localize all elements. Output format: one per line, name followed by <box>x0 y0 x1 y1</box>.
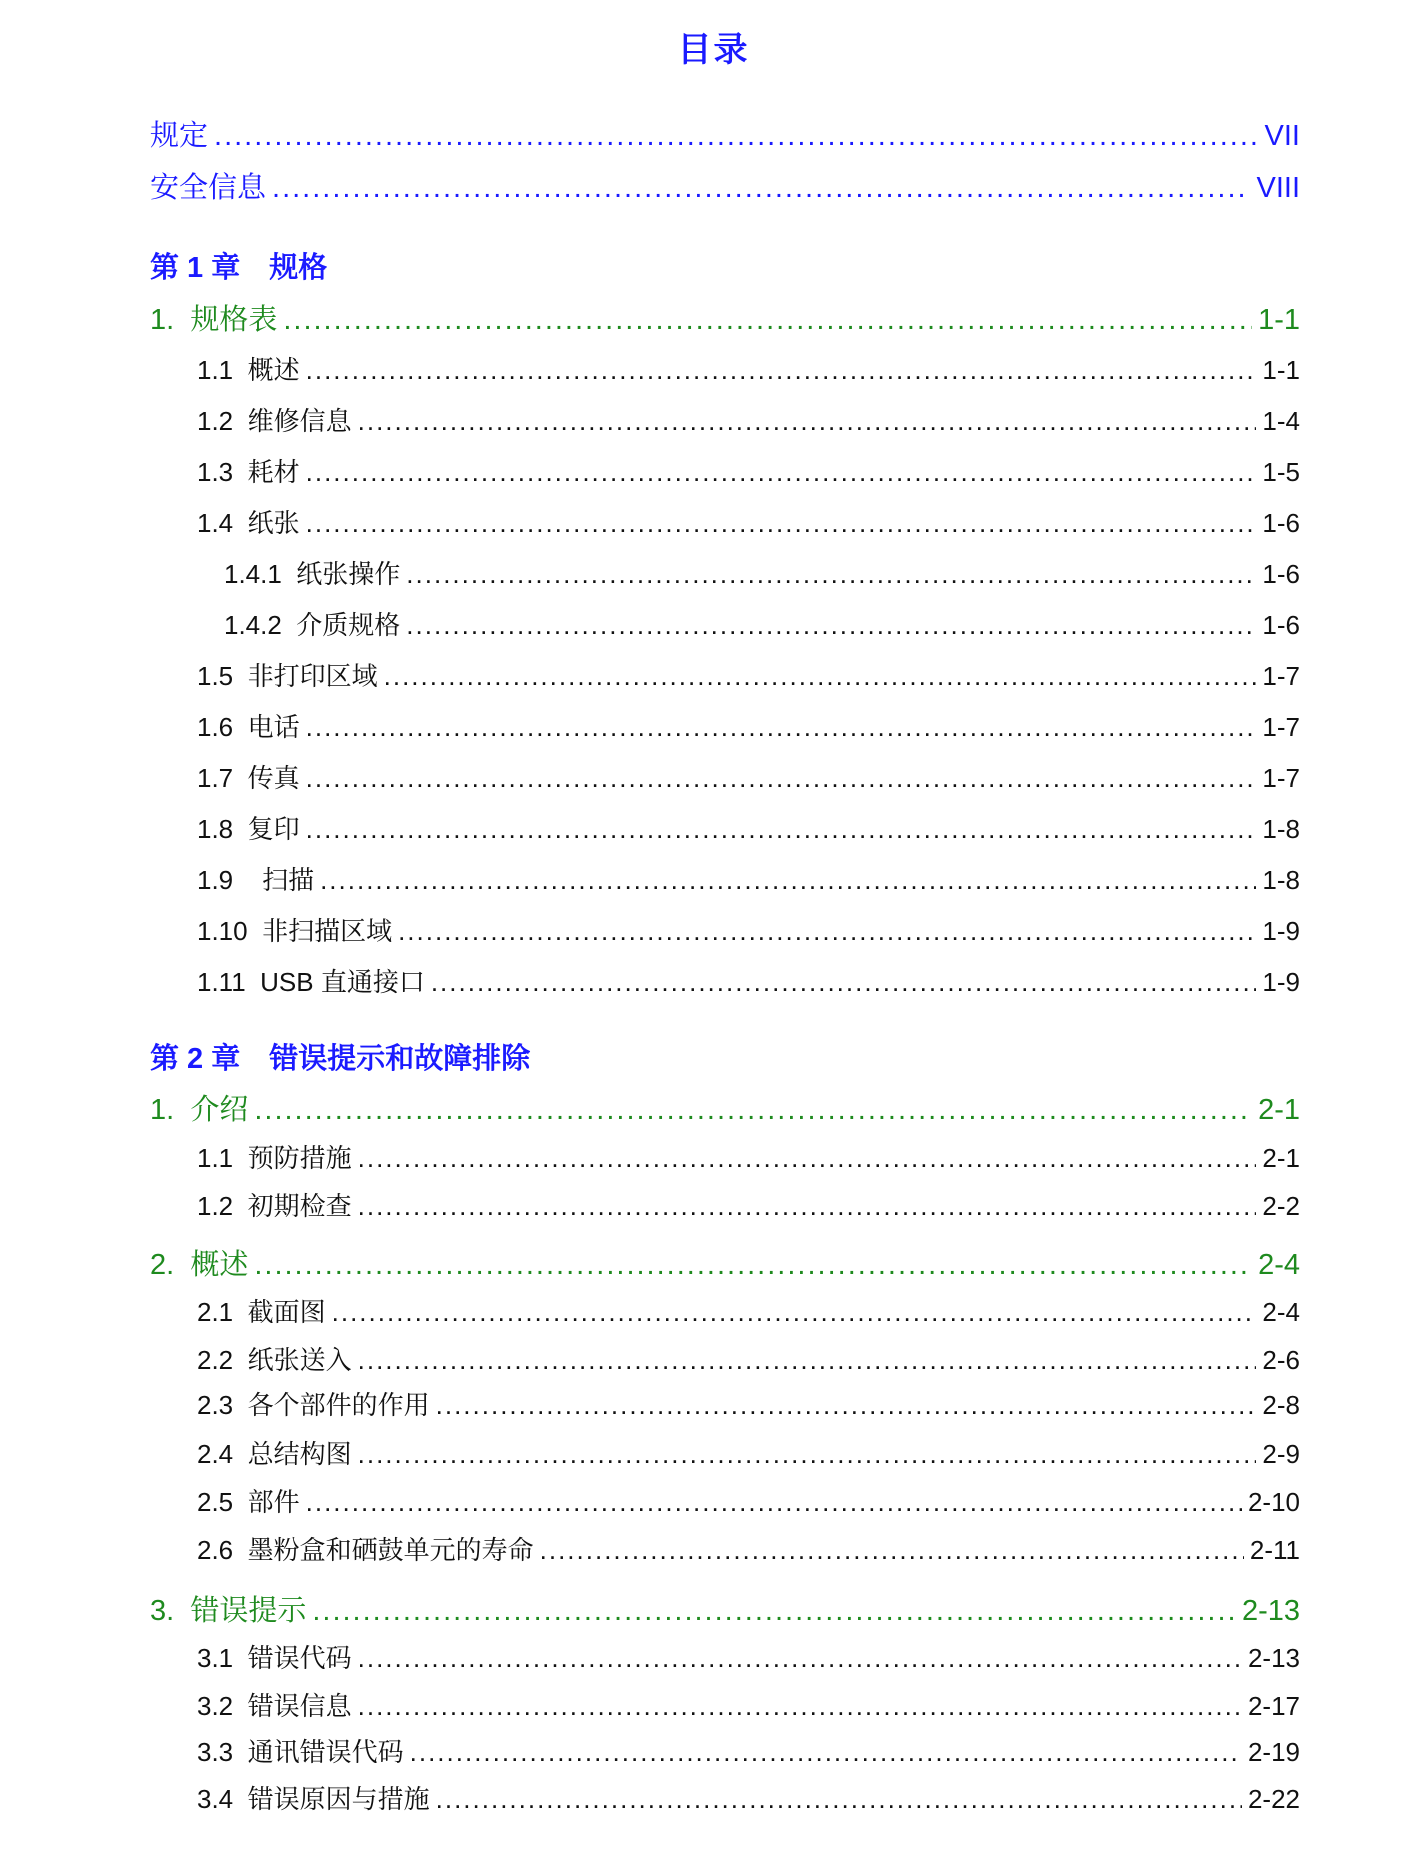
toc-entry-label: 介质规格 <box>296 610 401 640</box>
toc-entry-label: 通讯错误代码 <box>247 1737 404 1767</box>
toc-entry-label: 纸张送入 <box>247 1345 352 1375</box>
dot-leader <box>306 355 1257 386</box>
dot-leader <box>358 406 1257 437</box>
toc-entry-page: VII <box>1264 120 1300 152</box>
toc-entry[interactable] <box>197 656 1300 693</box>
toc-entry[interactable] <box>197 401 1300 438</box>
toc-entry-number: 2. <box>150 1249 175 1281</box>
dot-leader <box>254 1094 1252 1127</box>
toc-entry[interactable] <box>197 758 1300 795</box>
toc-entry-number: 1.3 <box>197 457 234 487</box>
toc-entry-label: 各个部件的作用 <box>247 1390 430 1420</box>
toc-entry-number: 1.8 <box>197 814 234 844</box>
dot-leader <box>306 763 1257 794</box>
toc-entry-page: VIII <box>1256 172 1300 204</box>
toc-entry[interactable] <box>197 503 1300 540</box>
page-title: 目录 <box>677 31 750 69</box>
toc-entry-number: 2.1 <box>197 1297 234 1327</box>
toc-entry-page: 2-10 <box>1247 1487 1300 1517</box>
toc-entry-page: 2-11 <box>1249 1535 1300 1565</box>
toc-entry-label: 截面图 <box>247 1297 326 1327</box>
toc-entry-number: 2.4 <box>197 1439 234 1469</box>
toc-entry[interactable] <box>150 297 1300 338</box>
dot-leader <box>306 712 1257 743</box>
toc-entry[interactable] <box>197 1482 1300 1519</box>
toc-entry-label: 耗材 <box>247 457 300 487</box>
toc-entry-label: 错误信息 <box>247 1691 352 1721</box>
toc-entry-number: 1.4.1 <box>224 559 282 589</box>
dot-leader <box>332 1297 1257 1328</box>
toc-entry-number: 1.2 <box>197 1191 234 1221</box>
toc-entry-page: 2-13 <box>1241 1595 1300 1627</box>
toc-entry[interactable] <box>197 860 1300 897</box>
toc-entry[interactable] <box>197 1385 1300 1422</box>
toc-entry[interactable] <box>150 1242 1300 1283</box>
toc-entry-page: 1-8 <box>1262 865 1300 895</box>
dot-leader <box>320 865 1256 896</box>
toc-entry[interactable] <box>197 1340 1300 1377</box>
toc-entry-page: 2-1 <box>1262 1143 1300 1173</box>
toc-entry-number: 1.2 <box>197 406 234 436</box>
toc-entry-number: 1.1 <box>197 1143 234 1173</box>
toc-entry-page: 1-7 <box>1262 763 1300 793</box>
toc-entry-page: 1-9 <box>1262 967 1300 997</box>
toc-entry[interactable] <box>197 911 1300 948</box>
dot-leader <box>358 1691 1242 1722</box>
dot-leader <box>358 1439 1257 1470</box>
dot-leader <box>398 916 1256 947</box>
toc-entry-label: 复印 <box>247 814 300 844</box>
dot-leader <box>272 172 1250 205</box>
toc-entry[interactable] <box>197 962 1300 999</box>
toc-entry-label: 非打印区域 <box>247 661 378 691</box>
toc-entry-number: 1.7 <box>197 763 234 793</box>
toc-entry-number: 1.4 <box>197 508 234 538</box>
toc-entry[interactable] <box>197 707 1300 744</box>
toc-entry-number: 1.9 <box>197 865 234 895</box>
dot-leader <box>406 610 1256 641</box>
toc-entry-number: 1. <box>150 304 175 336</box>
toc-entry-label: 传真 <box>247 763 300 793</box>
toc-entry[interactable] <box>197 1732 1300 1769</box>
toc-entry[interactable] <box>197 1779 1300 1816</box>
toc-entry-label: 总结构图 <box>247 1439 352 1469</box>
toc-entry-page: 1-9 <box>1262 916 1300 946</box>
toc-entry-label: 概述 <box>190 1249 249 1281</box>
toc-entry[interactable] <box>197 452 1300 489</box>
chapter-1-heading[interactable]: 第 1 章 规格 <box>150 252 328 284</box>
toc-entry-label: 纸张操作 <box>296 559 401 589</box>
toc-entry[interactable] <box>150 1588 1300 1629</box>
toc-entry-label: 错误提示 <box>190 1595 307 1627</box>
toc-entry-page: 2-19 <box>1247 1737 1300 1767</box>
dot-leader <box>312 1595 1236 1628</box>
toc-entry[interactable] <box>224 554 1300 591</box>
chapter-2-heading[interactable]: 第 2 章 错误提示和故障排除 <box>150 1043 531 1075</box>
toc-entry-page: 1-6 <box>1262 559 1300 589</box>
toc-entry-page: 1-6 <box>1262 508 1300 538</box>
toc-entry-label: 安全信息 <box>150 172 267 204</box>
toc-entry-label: 纸张 <box>247 508 300 538</box>
dot-leader <box>306 508 1257 539</box>
toc-entry-page: 2-8 <box>1262 1390 1300 1420</box>
toc-entry-label: 错误原因与措施 <box>247 1784 430 1814</box>
toc-entry-number: 2.5 <box>197 1487 234 1517</box>
toc-entry[interactable] <box>197 1638 1300 1675</box>
dot-leader <box>410 1737 1242 1768</box>
toc-entry-number: 2.6 <box>197 1535 234 1565</box>
dot-leader <box>431 967 1257 998</box>
toc-entry-page: 2-1 <box>1258 1094 1300 1126</box>
toc-entry-label: 非扫描区域 <box>262 916 393 946</box>
toc-entry[interactable] <box>224 605 1300 642</box>
toc-entry-page: 2-6 <box>1262 1345 1300 1375</box>
toc-entry-number: 1.5 <box>197 661 234 691</box>
toc-entry-label: 墨粉盒和硒鼓单元的寿命 <box>247 1535 534 1565</box>
dot-leader <box>358 1345 1257 1376</box>
toc-entry-label: 部件 <box>247 1487 300 1517</box>
toc-entry-page: 1-1 <box>1258 304 1300 336</box>
toc-entry-number: 1.1 <box>197 355 234 385</box>
toc-entry-page: 1-6 <box>1262 610 1300 640</box>
toc-entry-label: 错误代码 <box>247 1643 352 1673</box>
toc-entry-page: 2-4 <box>1262 1297 1300 1327</box>
toc-entry-label: 预防措施 <box>247 1143 352 1173</box>
toc-entry-page: 2-2 <box>1262 1191 1300 1221</box>
toc-entry-number: 1.11 <box>197 967 246 997</box>
dot-leader <box>358 1143 1257 1174</box>
toc-entry-number: 1.4.2 <box>224 610 282 640</box>
dot-leader <box>306 814 1257 845</box>
toc-entry-page: 1-1 <box>1262 355 1300 385</box>
toc-entry[interactable] <box>197 1686 1300 1723</box>
toc-entry[interactable] <box>197 1186 1300 1223</box>
dot-leader <box>358 1643 1242 1674</box>
toc-entry-page: 2-4 <box>1258 1249 1300 1281</box>
toc-entry[interactable] <box>197 1138 1300 1175</box>
toc-entry-label: 规定 <box>150 120 209 152</box>
toc-entry[interactable] <box>197 809 1300 846</box>
toc-entry-safety[interactable] <box>150 165 1300 206</box>
toc-entry[interactable] <box>197 1530 1300 1567</box>
toc-entry-page: 1-4 <box>1262 406 1300 436</box>
toc-entry-number: 3.4 <box>197 1784 234 1814</box>
toc-entry-number: 3.1 <box>197 1643 234 1673</box>
toc-entry-label: 概述 <box>247 355 300 385</box>
toc-entry-number: 3.3 <box>197 1737 234 1767</box>
dot-leader <box>384 661 1257 692</box>
toc-entry[interactable] <box>150 1087 1300 1128</box>
toc-entry-page: 1-7 <box>1262 712 1300 742</box>
toc-entry[interactable] <box>197 350 1300 387</box>
toc-entry-page: 1-7 <box>1262 661 1300 691</box>
toc-entry[interactable] <box>197 1292 1300 1329</box>
toc-entry-label: USB 直通接口 <box>260 967 425 997</box>
dot-leader <box>436 1784 1242 1815</box>
toc-entry-page: 2-17 <box>1247 1691 1300 1721</box>
dot-leader <box>306 1487 1242 1518</box>
dot-leader <box>540 1535 1244 1566</box>
dot-leader <box>214 120 1259 153</box>
toc-entry-label: 维修信息 <box>247 406 352 436</box>
dot-leader <box>406 559 1256 590</box>
toc-entry-number: 1.10 <box>197 916 248 946</box>
dot-leader <box>358 1191 1257 1222</box>
toc-entry-page: 2-13 <box>1247 1643 1300 1673</box>
toc-entry-page: 1-8 <box>1262 814 1300 844</box>
toc-entry-number: 1.6 <box>197 712 234 742</box>
dot-leader <box>306 457 1257 488</box>
toc-entry-number: 3.2 <box>197 1691 234 1721</box>
toc-entry-label: 规格表 <box>190 304 278 336</box>
toc-entry-page: 2-9 <box>1262 1439 1300 1469</box>
toc-entry-regulations[interactable] <box>150 113 1300 154</box>
toc-entry-page: 1-5 <box>1262 457 1300 487</box>
toc-entry[interactable] <box>197 1434 1300 1471</box>
toc-entry-label: 初期检查 <box>247 1191 352 1221</box>
toc-entry-number: 1. <box>150 1094 175 1126</box>
toc-entry-number: 2.2 <box>197 1345 234 1375</box>
dot-leader <box>283 304 1252 337</box>
toc-entry-page: 2-22 <box>1247 1784 1300 1814</box>
dot-leader <box>254 1249 1252 1282</box>
toc-entry-number: 2.3 <box>197 1390 234 1420</box>
dot-leader <box>436 1390 1257 1421</box>
toc-entry-label: 扫描 <box>262 865 315 895</box>
toc-entry-label: 介绍 <box>190 1094 249 1126</box>
toc-entry-label: 电话 <box>247 712 300 742</box>
toc-entry-number: 3. <box>150 1595 175 1627</box>
